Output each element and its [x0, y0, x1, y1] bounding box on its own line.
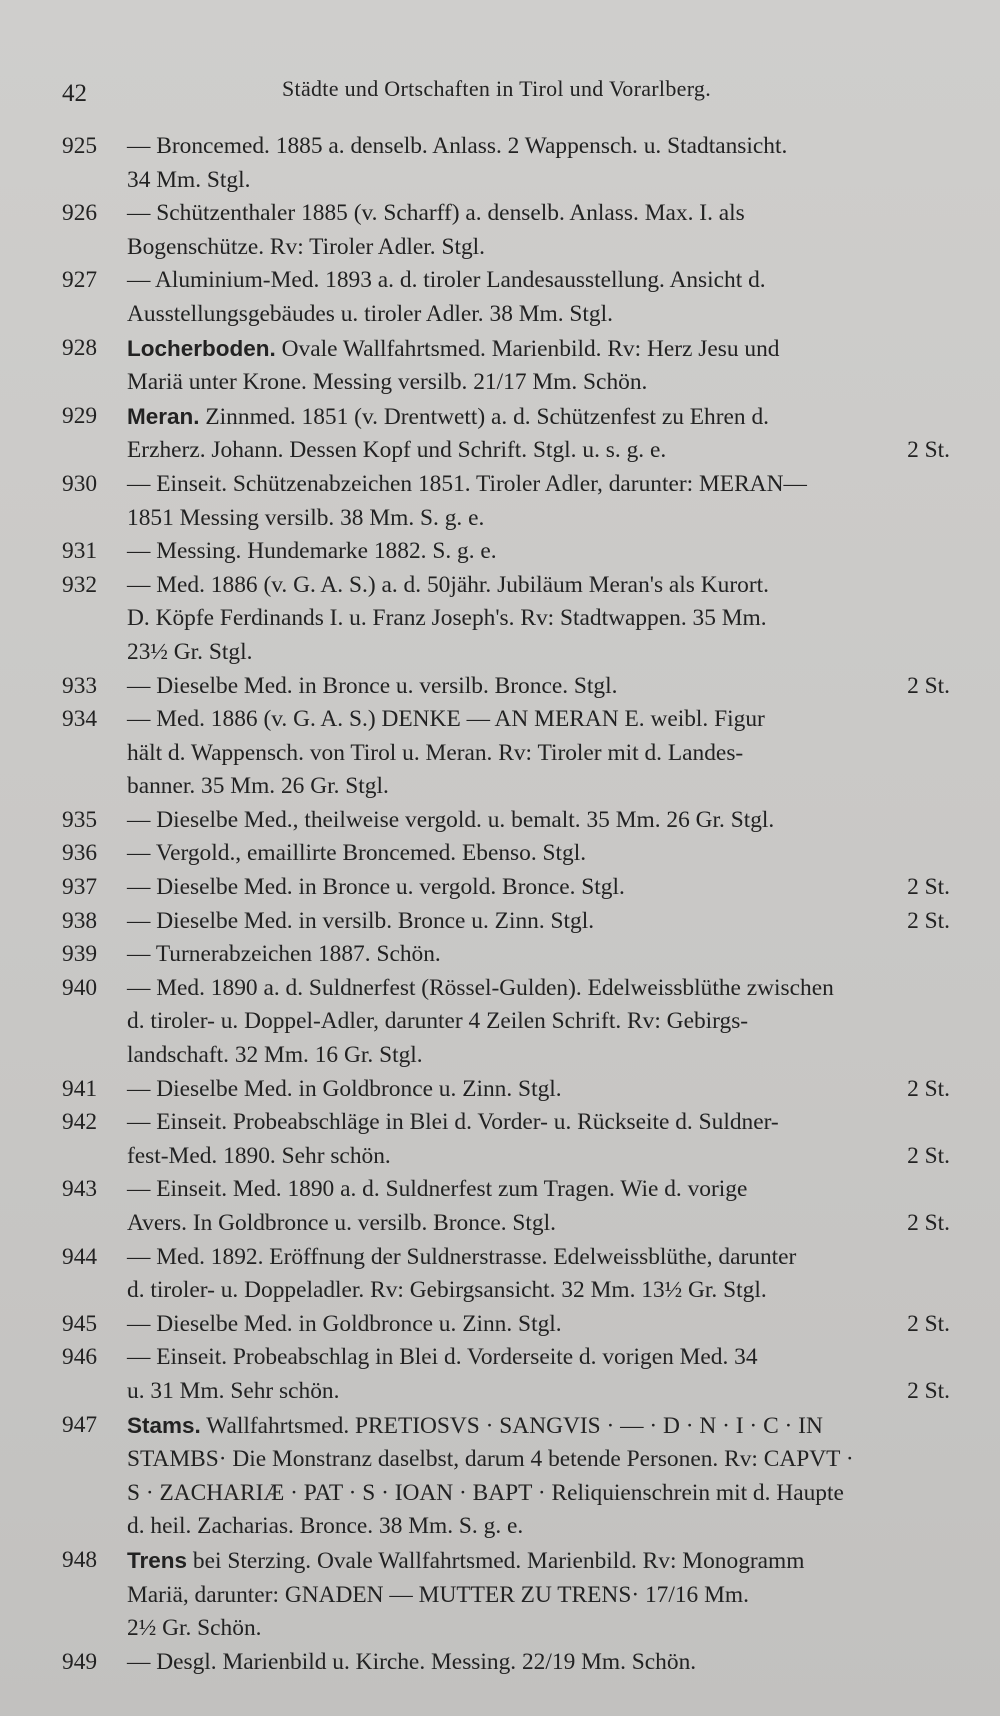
entry-text: Ovale Wallfahrtsmed. Marienbild. Rv: Herz Jesu und — [281, 335, 780, 362]
entry-line — [127, 1005, 950, 1039]
entry-line — [127, 231, 950, 265]
place-heading: Locherboden. — [127, 335, 276, 361]
entry-text: banner. 35 Mm. 26 Gr. Stgl. — [127, 773, 389, 800]
entry-line — [127, 804, 950, 838]
entry-text: — Schützenthaler 1885 (v. Scharff) a. denselb. Anlass. Max. I. als — [127, 200, 745, 227]
entry-text: d. heil. Zacharias. Bronce. 38 Mm. S. g. e. — [127, 1513, 524, 1540]
entry-text: D. Köpfe Ferdinands I. u. Franz Joseph's. Rv: Stadtwappen. 35 Mm. — [127, 605, 767, 632]
catalog-entry — [62, 400, 950, 468]
entry-text: — Dieselbe Med. in Goldbronce u. Zinn. Stgl. — [127, 1310, 562, 1337]
catalog-entry — [62, 1073, 950, 1107]
entry-text: Zinnmed. 1851 (v. Drentwett) a. d. Schützenfest zu Ehren d. — [205, 403, 769, 430]
running-title: Städte und Ortschaften in Tirol und Vorarlberg. — [282, 76, 712, 101]
entry-line — [127, 1477, 950, 1511]
entry-text: — Aluminium-Med. 1893 a. d. tiroler Landesausstellung. Ansicht d. — [127, 267, 766, 294]
entry-number: 936 — [62, 840, 98, 867]
catalog-entry — [62, 569, 950, 670]
piece-count: 2 St. — [907, 672, 950, 699]
entry-number: 949 — [62, 1648, 98, 1675]
entry-text: STAMBS· Die Monstranz daselbst, darum 4 betende Personen. Rv: CAPVT · — [127, 1446, 854, 1473]
entry-number: 941 — [62, 1075, 98, 1102]
entry-text: Bogenschütze. Rv: Tiroler Adler. Stgl. — [127, 233, 486, 260]
entry-number: 925 — [62, 133, 98, 159]
entry-text: — Einseit. Probeabschlag in Blei d. Vorderseite d. vorigen Med. 34 — [127, 1344, 758, 1371]
entry-line — [127, 1510, 950, 1544]
entry-line — [127, 1341, 950, 1375]
catalog-entry — [62, 703, 950, 804]
entry-text: d. tiroler- u. Doppel-Adler, darunter 4 Zeilen Schrift. Rv: Gebirgs- — [127, 1008, 749, 1035]
entry-text: S · ZACHARIÆ · PAT · S · IOAN · BAPT · Reliquienschrein mit d. Haupte — [127, 1479, 844, 1506]
entry-number: 930 — [62, 470, 98, 497]
entry-line — [127, 1646, 950, 1680]
entry-line — [127, 1443, 950, 1477]
entry-line — [127, 1106, 950, 1140]
entry-text: — Dieselbe Med. in versilb. Bronce u. Zinn. Stgl. — [127, 907, 595, 934]
entry-number: 931 — [62, 538, 98, 565]
entry-text: fest-Med. 1890. Sehr schön. — [127, 1142, 391, 1169]
entry-line — [127, 1073, 950, 1107]
entry-line — [127, 1409, 950, 1444]
piece-count: 2 St. — [907, 1377, 950, 1404]
entry-text: — Broncemed. 1885 a. denselb. Anlass. 2 Wappensch. u. Stadtansicht. — [127, 133, 788, 159]
piece-count: 2 St. — [907, 907, 950, 934]
entry-number: 948 — [62, 1546, 98, 1573]
catalog-entry — [62, 1106, 950, 1173]
entry-number: 947 — [62, 1411, 98, 1438]
piece-count: 2 St. — [907, 1310, 950, 1337]
entry-text: — Dieselbe Med. in Goldbronce u. Zinn. Stgl. — [127, 1075, 562, 1102]
entry-number: 939 — [62, 941, 98, 968]
entry-text: Wallfahrtsmed. PRETIOSVS · SANGVIS · — · D · N · I · C · IN — [206, 1412, 823, 1439]
entry-line — [127, 770, 950, 804]
entry-line — [127, 569, 950, 603]
entry-text: 23½ Gr. Stgl. — [127, 638, 253, 665]
catalog-entry — [62, 670, 950, 704]
entry-text: — Dieselbe Med., theilweise vergold. u. bemalt. 35 Mm. 26 Gr. Stgl. — [127, 806, 775, 833]
entry-line — [127, 1308, 950, 1342]
entry-text: Mariä, darunter: GNADEN — MUTTER ZU TRENS· 17/16 Mm. — [127, 1581, 749, 1608]
entry-text: 2½ Gr. Schön. — [127, 1615, 262, 1642]
entry-text: — Med. 1886 (v. G. A. S.) a. d. 50jähr. Jubiläum Meran's als Kurort. — [127, 571, 769, 598]
piece-count: 2 St. — [907, 437, 950, 464]
entry-text: — Einseit. Schützenabzeichen 1851. Tiroler Adler, darunter: MERAN— — [127, 470, 807, 497]
catalog-entry — [62, 264, 950, 331]
entry-number: 929 — [62, 402, 98, 429]
entry-text: d. tiroler- u. Doppeladler. Rv: Gebirgsansicht. 32 Mm. 13½ Gr. Stgl. — [127, 1277, 767, 1304]
entry-line — [127, 636, 950, 670]
place-heading: Meran. — [127, 403, 200, 429]
entry-line — [127, 197, 950, 231]
entry-text: — Einseit. Med. 1890 a. d. Suldnerfest zum Tragen. Wie d. vorige — [127, 1176, 748, 1203]
entry-number: 945 — [62, 1310, 98, 1337]
entry-number: 928 — [62, 334, 98, 361]
catalog-entry — [62, 972, 950, 1073]
entry-text: — Dieselbe Med. in Bronce u. versilb. Bronce. Stgl. — [127, 672, 618, 699]
catalog-entry — [62, 197, 950, 264]
entry-text: Mariä unter Krone. Messing versilb. 21/17 Mm. Schön. — [127, 369, 648, 396]
entry-text: Ausstellungsgebäudes u. tiroler Adler. 38 Mm. Stgl. — [127, 300, 613, 327]
catalog-entry — [62, 1341, 950, 1408]
catalog-entry — [62, 938, 950, 972]
entry-text: — Med. 1892. Eröffnung der Suldnerstrasse. Edelweissblüthe, darunter — [127, 1243, 797, 1270]
entry-line — [127, 366, 950, 400]
entry-line — [127, 703, 950, 737]
entry-text: — Vergold., emaillirte Broncemed. Ebenso. Stgl. — [127, 840, 587, 867]
entry-line — [127, 1241, 950, 1275]
entry-number: 937 — [62, 874, 98, 901]
entry-line — [127, 298, 950, 332]
piece-count: 2 St. — [907, 1075, 950, 1102]
entry-number: 926 — [62, 200, 98, 227]
entry-line — [127, 938, 950, 972]
entry-line — [127, 1612, 950, 1646]
entry-line — [127, 502, 950, 536]
entry-text: Erzherz. Johann. Dessen Kopf und Schrift. Stgl. u. s. g. e. — [127, 437, 667, 464]
catalog-entry — [62, 1173, 950, 1240]
catalog-entry — [62, 1544, 950, 1646]
entry-text: 1851 Messing versilb. 38 Mm. S. g. e. — [127, 504, 485, 531]
entry-line — [127, 1207, 950, 1241]
entry-text: Avers. In Goldbronce u. versilb. Bronce. Stgl. — [127, 1210, 556, 1236]
catalog-entry — [62, 468, 950, 535]
catalog-entry — [62, 905, 950, 939]
entry-line — [127, 468, 950, 502]
entry-text: landschaft. 32 Mm. 16 Gr. Stgl. — [127, 1042, 423, 1069]
place-heading: Trens — [127, 1547, 188, 1573]
page-header — [62, 70, 940, 110]
entry-line — [127, 1579, 950, 1613]
entry-number: 942 — [62, 1109, 98, 1136]
catalog-entry — [62, 1241, 950, 1308]
entry-line — [127, 905, 950, 939]
entry-text: 34 Mm. Stgl. — [127, 166, 251, 193]
entry-text: — Dieselbe Med. in Bronce u. vergold. Bronce. Stgl. — [127, 874, 625, 901]
entry-text: u. 31 Mm. Sehr schön. — [127, 1377, 340, 1404]
entry-number: 938 — [62, 907, 98, 934]
entry-text: — Desgl. Marienbild u. Kirche. Messing. 22/19 Mm. Schön. — [127, 1648, 697, 1675]
piece-count: 2 St. — [907, 1210, 950, 1236]
piece-count: 2 St. — [907, 1142, 950, 1169]
entry-text: — Turnerabzeichen 1887. Schön. — [127, 941, 441, 968]
entry-line — [127, 972, 950, 1006]
entry-line — [127, 871, 950, 905]
catalog-entry — [62, 535, 950, 569]
entry-number: 934 — [62, 706, 98, 733]
catalog-entry — [62, 871, 950, 905]
entry-number: 932 — [62, 571, 98, 598]
entry-number: 943 — [62, 1176, 98, 1203]
catalog-entry — [62, 1646, 950, 1680]
place-heading: Stams. — [127, 1412, 201, 1438]
entry-line — [127, 332, 950, 367]
entry-line — [127, 737, 950, 771]
catalog-entry — [62, 1308, 950, 1342]
entry-number: 927 — [62, 267, 98, 294]
entry-number: 935 — [62, 806, 98, 833]
entry-line — [127, 602, 950, 636]
entry-line — [127, 1544, 950, 1579]
catalog-entry — [62, 837, 950, 871]
entry-number: 933 — [62, 672, 98, 699]
entry-line — [127, 130, 950, 164]
page-number: 42 — [62, 80, 87, 107]
catalog-entry — [62, 804, 950, 838]
entry-text: — Med. 1886 (v. G. A. S.) DENKE — AN MERAN E. weibl. Figur — [127, 706, 765, 733]
entry-text: hält d. Wappensch. von Tirol u. Meran. Rv: Tiroler mit d. Landes- — [127, 739, 744, 766]
entry-line — [127, 1375, 950, 1409]
catalog-entries — [62, 130, 950, 1679]
entry-text: bei Sterzing. Ovale Wallfahrtsmed. Marienbild. Rv: Monogramm — [192, 1547, 805, 1574]
entry-line — [127, 1274, 950, 1308]
entry-line — [127, 264, 950, 298]
entry-text: — Einseit. Probeabschläge in Blei d. Vorder- u. Rückseite d. Suldner- — [127, 1109, 779, 1136]
catalog-entry — [62, 1409, 950, 1544]
entry-number: 940 — [62, 974, 98, 1001]
entry-line — [127, 1140, 950, 1174]
entry-line — [127, 1173, 950, 1207]
entry-number: 946 — [62, 1344, 98, 1371]
piece-count: 2 St. — [907, 874, 950, 901]
entry-line — [127, 837, 950, 871]
entry-line — [127, 1039, 950, 1073]
entry-text: — Med. 1890 a. d. Suldnerfest (Rössel-Gulden). Edelweissblüthe zwischen — [127, 974, 834, 1001]
catalog-entry — [62, 332, 950, 400]
entry-line — [127, 164, 950, 198]
catalog-entry — [62, 130, 950, 197]
entry-line — [127, 400, 950, 435]
entry-text: — Messing. Hundemarke 1882. S. g. e. — [127, 538, 497, 565]
entry-line — [127, 670, 950, 704]
entry-line — [127, 535, 950, 569]
entry-line — [127, 434, 950, 468]
entry-number: 944 — [62, 1243, 98, 1270]
